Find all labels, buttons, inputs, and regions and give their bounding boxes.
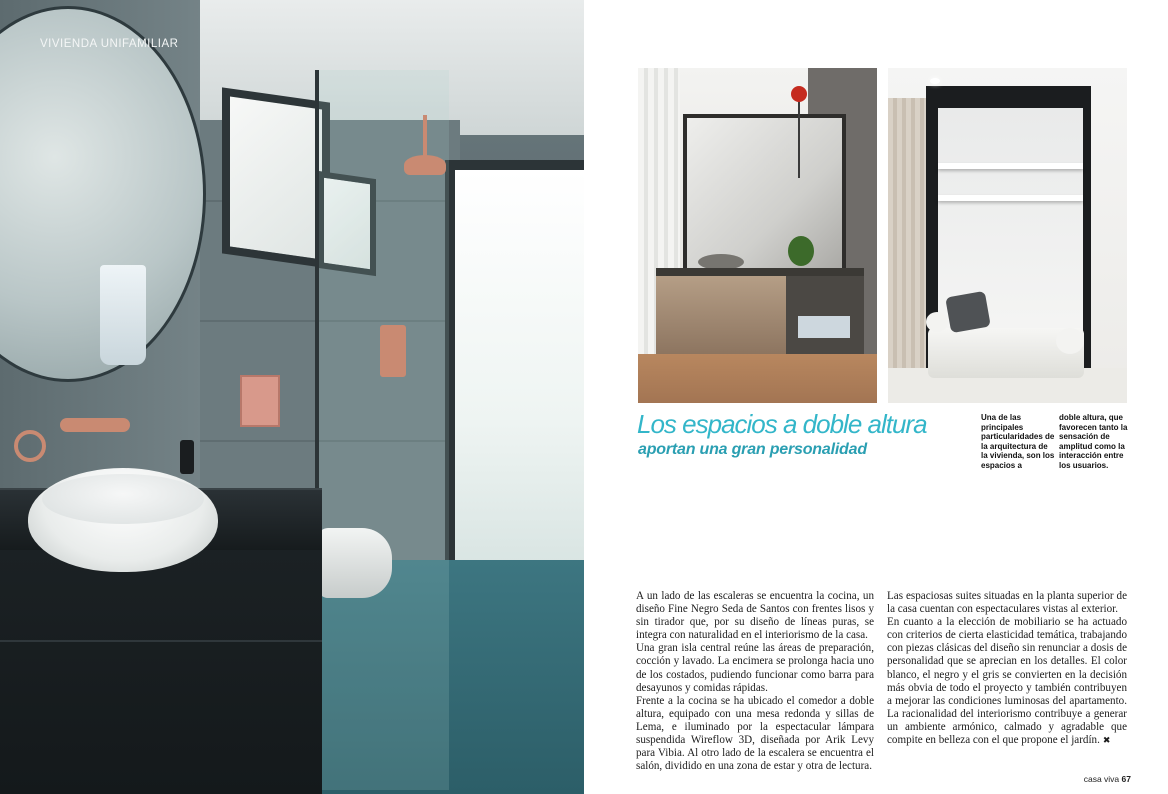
basin-bowl	[42, 474, 204, 524]
end-mark-icon: ✖	[1102, 736, 1111, 747]
open-shelf	[786, 276, 864, 354]
shower-arm	[423, 115, 427, 159]
potted-plant	[788, 236, 814, 266]
wall-tap	[60, 418, 130, 432]
tap-handle	[14, 430, 46, 462]
small-window	[222, 87, 330, 268]
countertop	[656, 268, 864, 276]
body-column-1	[636, 590, 874, 773]
page-folio	[1084, 774, 1131, 784]
page-number: 67	[1121, 774, 1131, 784]
floating-shelf	[938, 163, 1083, 169]
linen-curtain	[888, 98, 930, 403]
bolster-pillow	[1056, 328, 1084, 354]
headline: Los espacios a doble altura	[637, 409, 927, 439]
shower-mixer	[380, 325, 406, 377]
paragraph: En cuanto a la elección de mobiliario se ha actuado con criterios de cierta elasticidad temática, trabajando con piezas clásicas del diseño sin renunciar a dosis de personalidad que se aprecian en los detalles. El color blanco, el negro y el gris se convierten en la decisión más obvia de todo el proyecto y también contribuyen a mejorar las condiciones luminosas del apartamento. La racionalidad del interiorismo contribuye a generar un ambiente armónico, calmado y agradable que compite en belleza con el que propone el jardín.	[887, 616, 1127, 747]
reading-nook-photo	[888, 68, 1127, 403]
glass-door	[445, 160, 584, 600]
paragraph: Las espaciosas suites situadas en la planta superior de la casa cuentan con espectaculares vistas al exterior.	[887, 590, 1127, 616]
body-column-2	[887, 590, 1127, 748]
photo-caption: Una de las principales particularidades de la arquitectura de la vivienda, son los espacios a	[981, 413, 1055, 470]
shower-glass-panel	[315, 70, 449, 790]
soap-bottle	[180, 440, 194, 474]
paragraph: Frente a la cocina se ha ubicado el comedor a doble altura, equipado con una mesa redonda y sillas de Lema, e iluminado por la espectacular lámpara suspendida Wireflow 3D, diseñada por Arik Levy para Vibia. Al otro lado de la escalera se encuentra el salón, dividido en una zona de estar y otra de lectura.	[636, 694, 874, 773]
wall-hung-toilet	[318, 528, 392, 598]
paragraph: Una gran isla central reúne las áreas de preparación, cocción y lavado. La encimera se prolonga hacia uno de los costados, pudiendo funcionar como barra para desayunos y comidas rápidas.	[636, 642, 874, 694]
ceiling-spotlight	[930, 78, 940, 84]
cushion	[945, 291, 991, 333]
magazine-name: casa viva	[1083, 774, 1120, 784]
glossy-vanity	[656, 276, 786, 354]
wood-floor	[638, 354, 877, 403]
flush-plate	[240, 375, 280, 427]
bolster-pillow	[926, 312, 948, 332]
folded-towels	[798, 316, 850, 338]
photo-caption: doble altura, que favorecen tanto la sensación de amplitud como la interacción entre los usuarios.	[1059, 413, 1128, 470]
subheadline: aportan una gran personalidad	[638, 441, 867, 458]
floating-shelf	[938, 195, 1083, 201]
running-head: VIVIENDA UNIFAMILIAR	[40, 38, 179, 50]
paragraph: A un lado de las escaleras se encuentra la cocina, un diseño Fine Negro Seda de Santos con frentes lisos y sin tirador que, por su diseño de líneas puras, se integra con naturalidad en el interiorismo de la casa.	[636, 590, 874, 642]
hanging-towel	[100, 265, 146, 365]
drawer-line	[0, 640, 322, 642]
vanity-photo	[638, 68, 877, 403]
red-pendant-lamp	[791, 86, 807, 102]
rain-shower-head	[404, 155, 446, 175]
